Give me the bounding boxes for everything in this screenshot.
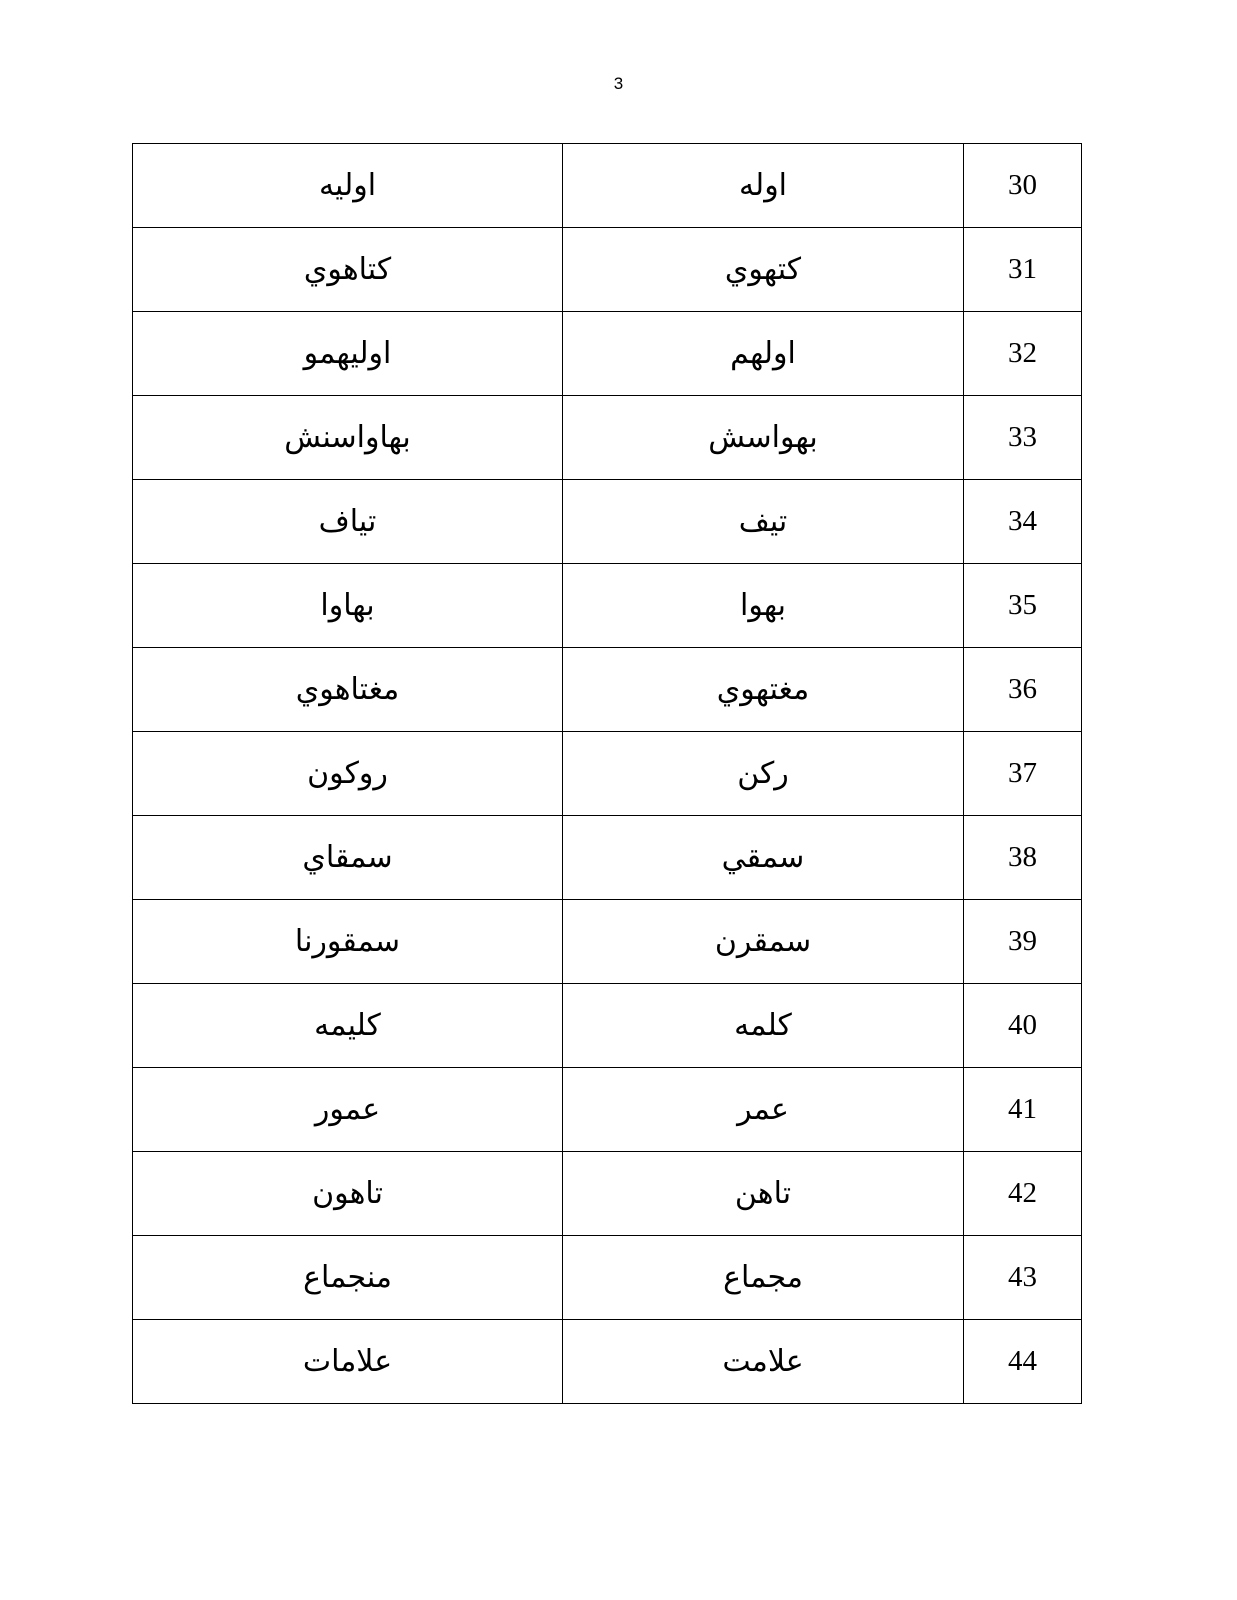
row-number-cell: 42 xyxy=(964,1152,1082,1236)
singular-word-cell: مجماع xyxy=(563,1236,964,1320)
singular-word-cell: تيف xyxy=(563,480,964,564)
row-number-cell: 31 xyxy=(964,228,1082,312)
table-row xyxy=(133,228,1082,312)
plural-word-cell: اوليه xyxy=(133,144,563,228)
row-number-cell: 36 xyxy=(964,648,1082,732)
word-table xyxy=(132,143,1082,1404)
row-number-cell: 33 xyxy=(964,396,1082,480)
plural-word-cell: مغتاهوي xyxy=(133,648,563,732)
singular-word-cell: بهوا xyxy=(563,564,964,648)
table-row xyxy=(133,396,1082,480)
word-table-body xyxy=(133,144,1082,1404)
singular-word-cell: كلمه xyxy=(563,984,964,1068)
singular-word-cell: اولهم xyxy=(563,312,964,396)
plural-word-cell: عمور xyxy=(133,1068,563,1152)
table-row xyxy=(133,1236,1082,1320)
table-row xyxy=(133,564,1082,648)
singular-word-cell: سمقرن xyxy=(563,900,964,984)
row-number-cell: 37 xyxy=(964,732,1082,816)
table-row xyxy=(133,984,1082,1068)
plural-word-cell: سمقاي xyxy=(133,816,563,900)
plural-word-cell: تياف xyxy=(133,480,563,564)
row-number-cell: 30 xyxy=(964,144,1082,228)
singular-word-cell: عمر xyxy=(563,1068,964,1152)
row-number-cell: 38 xyxy=(964,816,1082,900)
singular-word-cell: سمقي xyxy=(563,816,964,900)
table-row xyxy=(133,1320,1082,1404)
plural-word-cell: كتاهوي xyxy=(133,228,563,312)
singular-word-cell: اوله xyxy=(563,144,964,228)
table-row xyxy=(133,648,1082,732)
plural-word-cell: كليمه xyxy=(133,984,563,1068)
table-row xyxy=(133,816,1082,900)
table-row xyxy=(133,900,1082,984)
row-number-cell: 40 xyxy=(964,984,1082,1068)
plural-word-cell: بهاوا xyxy=(133,564,563,648)
row-number-cell: 32 xyxy=(964,312,1082,396)
row-number-cell: 34 xyxy=(964,480,1082,564)
singular-word-cell: علامت xyxy=(563,1320,964,1404)
table-row xyxy=(133,1152,1082,1236)
plural-word-cell: تاهون xyxy=(133,1152,563,1236)
page-number: 3 xyxy=(613,74,624,93)
row-number-cell: 39 xyxy=(964,900,1082,984)
table-row xyxy=(133,312,1082,396)
plural-word-cell: اوليهمو xyxy=(133,312,563,396)
row-number-cell: 35 xyxy=(964,564,1082,648)
plural-word-cell: علامات xyxy=(133,1320,563,1404)
table-row xyxy=(133,732,1082,816)
row-number-cell: 43 xyxy=(964,1236,1082,1320)
table-row xyxy=(133,144,1082,228)
plural-word-cell: سمقورنا xyxy=(133,900,563,984)
row-number-cell: 44 xyxy=(964,1320,1082,1404)
singular-word-cell: بهواسش xyxy=(563,396,964,480)
table-row xyxy=(133,480,1082,564)
table-row xyxy=(133,1068,1082,1152)
plural-word-cell: بهاواسنش xyxy=(133,396,563,480)
singular-word-cell: ركن xyxy=(563,732,964,816)
singular-word-cell: مغتهوي xyxy=(563,648,964,732)
singular-word-cell: كتهوي xyxy=(563,228,964,312)
plural-word-cell: روكون xyxy=(133,732,563,816)
plural-word-cell: منجماع xyxy=(133,1236,563,1320)
singular-word-cell: تاهن xyxy=(563,1152,964,1236)
row-number-cell: 41 xyxy=(964,1068,1082,1152)
